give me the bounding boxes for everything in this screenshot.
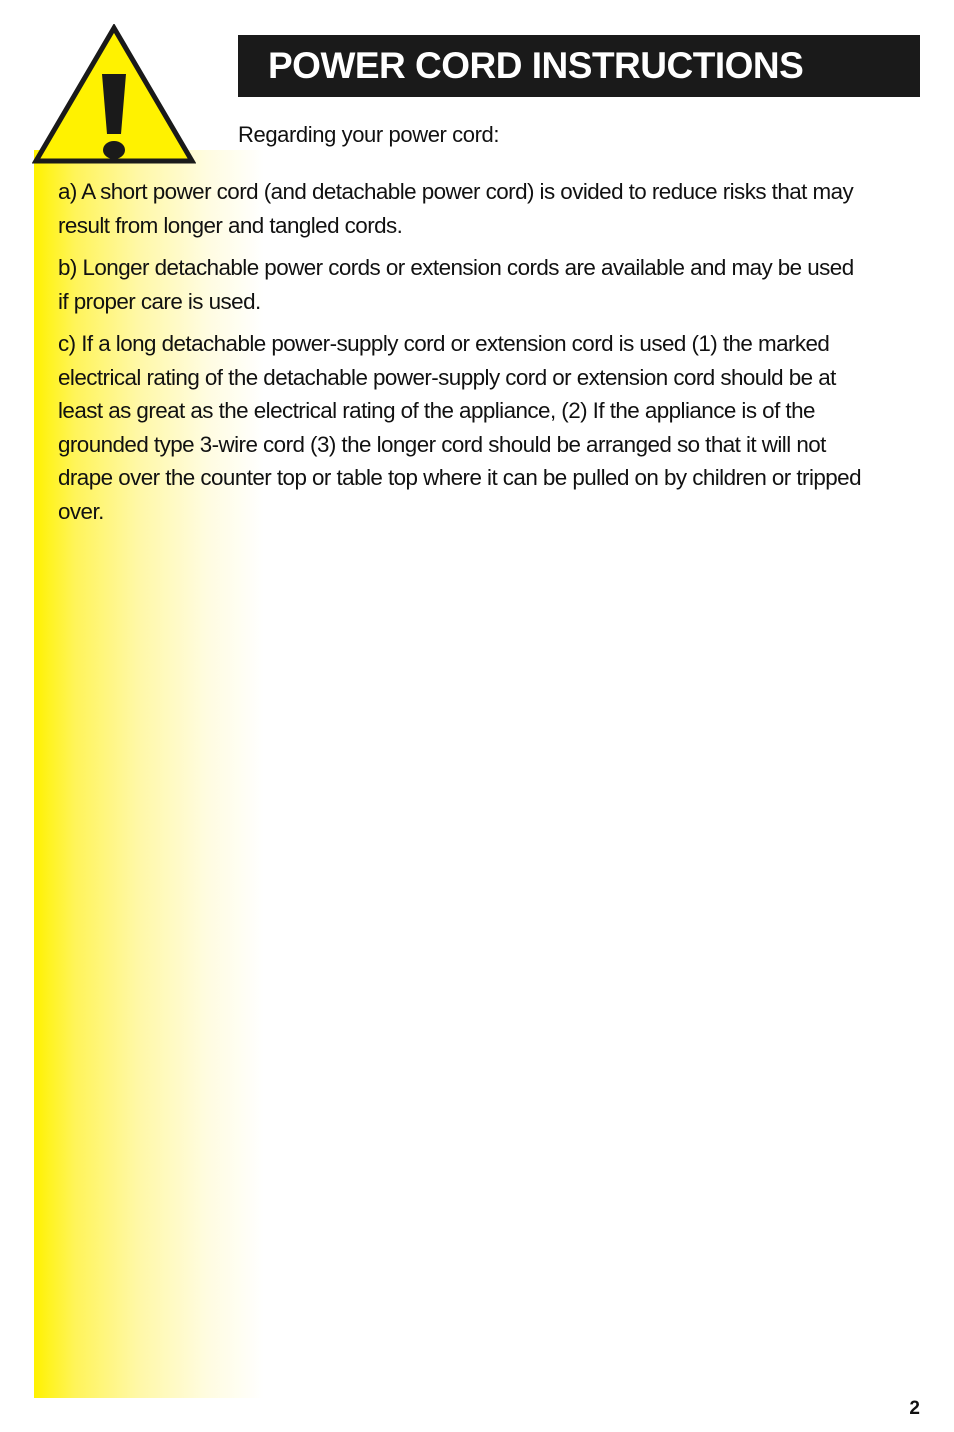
warning-triangle-icon — [32, 24, 196, 164]
intro-text: Regarding your power cord: — [238, 122, 500, 147]
title-bar — [238, 35, 920, 97]
paragraph-a: a) A short power cord (and detachable power cord) is ovided to reduce risks that may result from longer and tangled cords. — [58, 179, 854, 238]
instructions-body — [58, 175, 868, 537]
paragraph-c: c) If a long detachable power-supply cord or extension cord is used (1) the marked electrical rating of the detachable power-supply cord or extension cord should be at least as great as the electrical rating of the appliance, (2) If the appliance is of the grounded type 3-wire cord (3) the longer cord should be arranged so that it will not drape over the counter top or table top where it can be pulled on by children or tripped over. — [58, 331, 861, 524]
page-title: POWER CORD INSTRUCTIONS — [268, 45, 804, 86]
page-number: 2 — [909, 1398, 920, 1419]
paragraph-b: b) Longer detachable power cords or extension cords are available and may be used if proper care is used. — [58, 255, 854, 314]
